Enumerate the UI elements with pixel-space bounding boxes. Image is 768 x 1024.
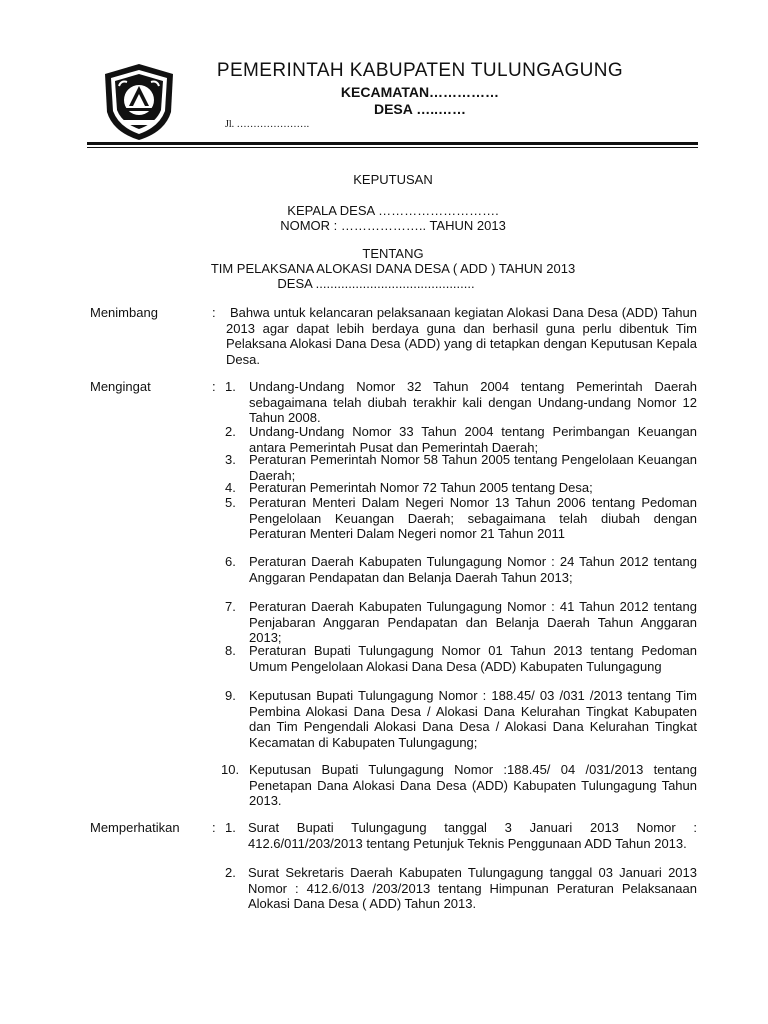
header-rule-thin [87,147,698,148]
mengingat-item: Peraturan Pemerintah Nomor 58 Tahun 2005 tentang Pengelolaan Keuangan Daerah; [249,452,697,483]
mengingat-item-number: 9. [225,688,236,703]
mengingat-item-number: 6. [225,554,236,569]
header-rule-thick [87,142,698,145]
address-line: Jl. …………………. [225,119,310,130]
mengingat-item: Peraturan Bupati Tulungagung Nomor 01 Tahun 2013 tentang Pedoman Umum Pengelolaan Alokasi Dana Desa (ADD) Kabupaten Tulungagung [249,643,697,674]
village-line: DESA ............................................ [277,276,475,291]
village-name: DESA …..…… [373,101,467,117]
mengingat-item-number: 2. [225,424,236,439]
mengingat-label: Mengingat [90,379,151,394]
menimbang-label: Menimbang [90,305,158,320]
tentang-heading: TENTANG [362,246,424,261]
government-name: PEMERINTAH KABUPATEN TULUNGAGUNG [216,60,624,81]
decree-heading: KEPUTUSAN [353,172,433,187]
menimbang-colon: : [212,305,216,320]
district-name: KECAMATAN…………… [340,84,500,100]
crest-shield-icon [101,62,177,142]
mengingat-item: Peraturan Daerah Kabupaten Tulungagung Nomor : 24 Tahun 2012 tentang Anggaran Pendapatan dan Belanja Daerah Tahun 2013; [249,554,697,585]
memperhatikan-item-number: 1. [225,820,236,835]
mengingat-item: Undang-Undang Nomor 33 Tahun 2004 tentang Perimbangan Keuangan antara Pemerintah Pusat dan Pemerintah Daerah; [249,424,697,455]
mengingat-item: Peraturan Menteri Dalam Negeri Nomor 13 Tahun 2006 tentang Pedoman Pengelolaan Keuangan Daerah; sebagaimana telah diubah dengan Peraturan Menteri Dalam Negeri nomor 21 Tahun 2011 [249,495,697,541]
mengingat-item: Peraturan Daerah Kabupaten Tulungagung Nomor : 41 Tahun 2012 tentang Penjabaran Anggaran Pendapatan dan Belanja Daerah Tahun Anggaran 2013; [249,599,697,645]
decree-subject: TIM PELAKSANA ALOKASI DANA DESA ( ADD ) TAHUN 2013 [210,261,576,276]
mengingat-item-number: 5. [225,495,236,510]
mengingat-item: Peraturan Pemerintah Nomor 72 Tahun 2005 tentang Desa; [249,480,593,495]
menimbang-text: Bahwa untuk kelancaran pelaksanaan kegiatan Alokasi Dana Desa (ADD) Tahun 2013 agar dapat lebih berdaya guna dan berhasil guna perlu dibentuk Tim Pelaksana Alokasi Dana Desa (ADD) yang di tetapkan dengan Keputusan Kepala Desa. [226,305,697,367]
memperhatikan-label: Memperhatikan [90,820,180,835]
village-head-line: KEPALA DESA ………………………. [287,203,499,218]
mengingat-item: Keputusan Bupati Tulungagung Nomor : 188.45/ 03 /031 /2013 tentang Tim Pembina Alokasi Dana Desa / Alokasi Dana Kelurahan Tingkat Kabupaten dan Tim Pengendali Alokasi Dana Desa / Alokasi Dana Kelurahan Tingkat Kecamatan di Kabupaten Tulungagung; [249,688,697,750]
mengingat-item-number: 8. [225,643,236,658]
decree-number: NOMOR : ……………….. TAHUN 2013 [280,218,506,233]
mengingat-item-number: 10. [221,762,240,777]
mengingat-item-number: 7. [225,599,236,614]
memperhatikan-item: Surat Sekretaris Daerah Kabupaten Tulungagung tanggal 03 Januari 2013 Nomor : 412.6/013 /203/2013 tentang Himpunan Peraturan Pelaksanaan Alokasi Dana Desa ( ADD) Tahun 2013. [248,865,697,911]
mengingat-item: Keputusan Bupati Tulungagung Nomor :188.45/ 04 /031/2013 tentang Penetapan Dana Alokasi Dana Desa (ADD) Kabupaten Tulungagung Tahun 2013. [249,762,697,808]
mengingat-item-number: 4. [225,480,236,495]
mengingat-colon: : [212,379,216,394]
mengingat-item-number: 1. [225,379,236,394]
memperhatikan-colon: : [212,820,216,835]
mengingat-item: Undang-Undang Nomor 32 Tahun 2004 tentang Pemerintah Daerah sebagaimana telah diubah terakhir kali dengan Undang-undang Nomor 12 Tahun 2008. [249,379,697,425]
memperhatikan-item-number: 2. [225,865,236,880]
regency-crest-logo [101,62,177,142]
mengingat-item-number: 3. [225,452,236,467]
memperhatikan-item: Surat Bupati Tulungagung tanggal 3 Januari 2013 Nomor : 412.6/011/203/2013 tentang Petunjuk Teknis Penggunaan ADD Tahun 2013. [248,820,697,851]
